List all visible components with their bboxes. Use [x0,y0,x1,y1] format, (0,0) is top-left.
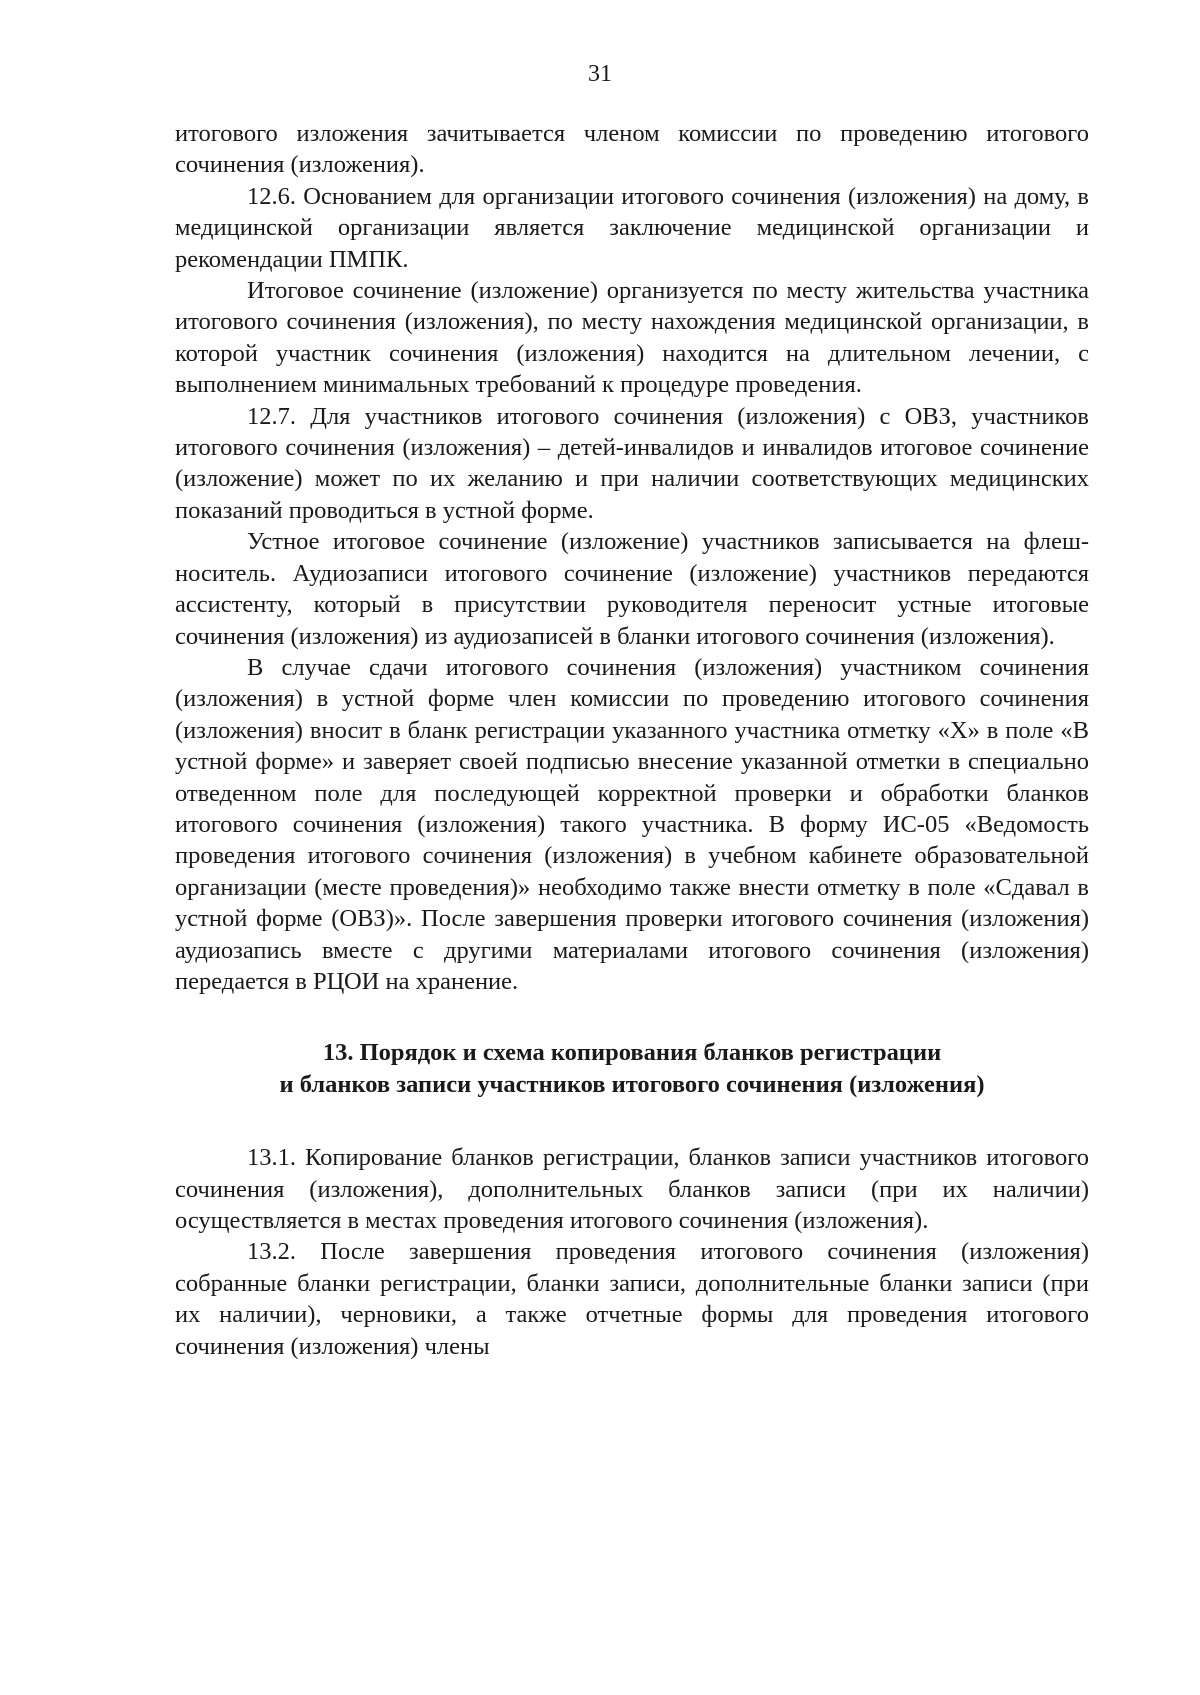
paragraph-oral-form-procedure: В случае сдачи итогового сочинения (изложения) участником сочинения (изложения) в устной форме член комиссии по проведению итогового сочинения (изложения) вносит в бланк регистрации указанного участника отметку «Х» в поле «В устной форме» и заверяет своей подписью внесение указанной отметки в специально отведенном поле для последующей корректной проверки и обработки бланков итогового сочинения (изложения) такого участника. В форму ИС-05 «Ведомость проведения итогового сочинения (изложения) в учебном кабинете образовательной организации (месте проведения)» необходимо также внести отметку в поле «Сдавал в устной форме (ОВЗ)». После завершения проверки итогового сочинения (изложения) аудиозапись вместе с другими материалами итогового сочинения (изложения) передается в РЦОИ на хранение. [175,653,1089,995]
paragraph-oral-essay: Устное итоговое сочинение (изложение) участников записывается на флеш-носитель. Аудиозаписи итогового сочинение (изложение) участников передаются ассистенту, который в присутствии руководителя переносит устные итоговые сочинения (изложения) из аудиозаписей в бланки итогового сочинения (изложения). [175,528,1089,650]
paragraph-home-essay: Итоговое сочинение (изложение) организуется по месту жительства участника итогового сочинения (изложения), по месту нахождения медицинской организации, в которой участник сочинения (изложения) находится на длительном лечении, с выполнением минимальных требований к процедуре проведения. [175,277,1089,399]
paragraph-13-1: 13.1. Копирование бланков регистрации, бланков записи участников итогового сочинения (изложения), дополнительных бланков записи (при их наличии) осуществляется в местах проведения итогового сочинения (изложения). [175,1144,1089,1234]
paragraph-12-7: 12.7. Для участников итогового сочинения (изложения) с ОВЗ, участников итогового сочинения (изложения) – детей-инвалидов и инвалидов итоговое сочинение (изложение) может по их желанию и при наличии соответствующих медицинских показаний проводиться в устной форме. [175,402,1089,524]
page-content [175,118,1089,1362]
page-number: 31 [588,61,612,87]
section-heading-line-2: и бланков записи участников итогового сочинения (изложения) [279,1070,985,1098]
paragraph-12-6: 12.6. Основанием для организации итогового сочинения (изложения) на дому, в медицинской организации является заключение медицинской организации и рекомендации ПМПК. [175,182,1089,273]
section-heading-13 [175,1037,1089,1100]
paragraph-13-2: 13.2. После завершения проведения итогового сочинения (изложения) собранные бланки регистрации, бланки записи, дополнительные бланки записи (при их наличии), черновики, а также отчетные формы для проведения итогового сочинения (изложения) члены [175,1238,1089,1360]
section-heading-line-1: 13. Порядок и схема копирования бланков регистрации [322,1039,942,1067]
paragraph-continuation: итогового изложения зачитывается членом комиссии по проведению итогового сочинения (изложения). [175,120,1089,179]
